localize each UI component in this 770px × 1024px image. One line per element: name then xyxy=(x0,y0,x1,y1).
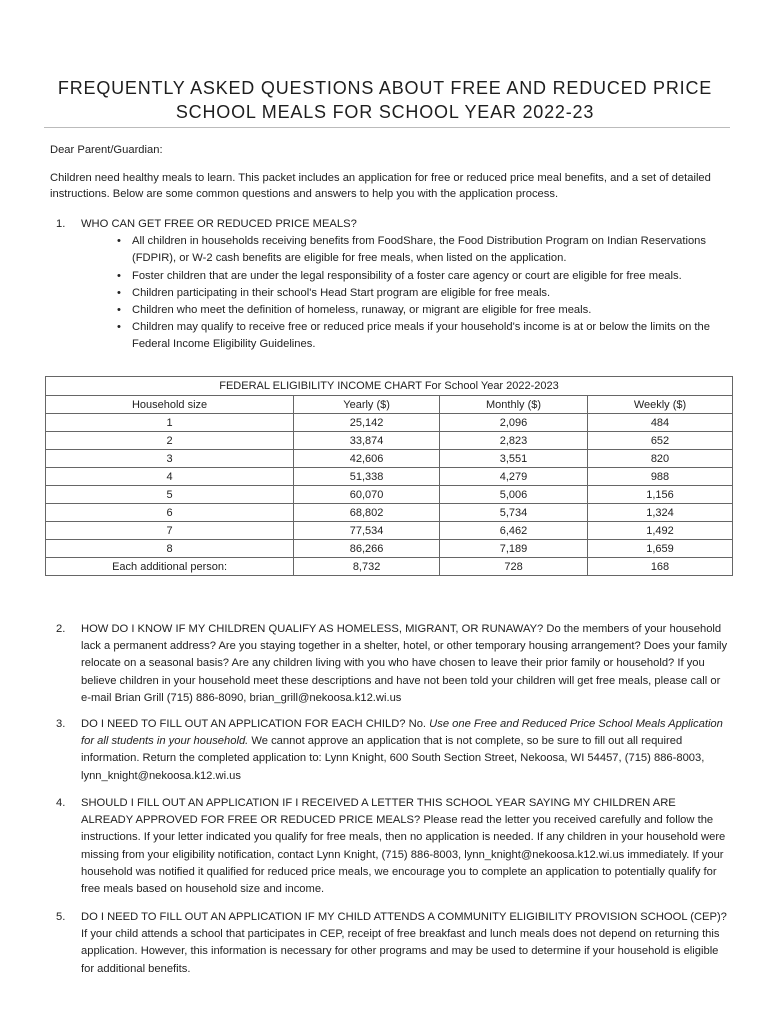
table-cell: 4 xyxy=(46,468,294,486)
question-rest: We cannot approve an application that is not complete, so be sure to fill out all required information. Return the completed application to: Lynn Knight, 600 South Section Street, Nekoosa, WI 54457, (715) 886-8003, lynn_knight@nekoosa.k12.wi.us xyxy=(81,735,705,782)
question-lead: DO I NEED TO FILL OUT AN APPLICATION FOR EACH CHILD? No. xyxy=(81,718,427,730)
table-cell: 5 xyxy=(46,486,294,504)
table-cell: 2,096 xyxy=(440,414,588,432)
table-row xyxy=(46,540,733,558)
question-number: 2. xyxy=(56,623,66,635)
table-cell: 1 xyxy=(46,414,294,432)
faq-question-5 xyxy=(50,909,730,978)
table-cell: 1,492 xyxy=(588,522,733,540)
question-number: 1. xyxy=(56,218,66,230)
list-item: • Foster children that are under the legal responsibility of a foster care agency or court are eligible for free meals. xyxy=(81,268,730,285)
table-cell: 1,324 xyxy=(588,504,733,522)
table-cell: 8,732 xyxy=(294,558,440,576)
table-cell: 820 xyxy=(588,450,733,468)
table-cell: 7,189 xyxy=(440,540,588,558)
bullet-icon: • xyxy=(117,286,121,299)
bullet-icon: • xyxy=(117,269,121,282)
question-number: 5. xyxy=(56,911,66,923)
intro-paragraph: Children need healthy meals to learn. This packet includes an application for free or reduced price meal benefits, and a set of detailed instructions. Below are some common questions and answers to help you with the application process. xyxy=(50,172,711,200)
question-number: 3. xyxy=(56,718,66,730)
table-cell: 2 xyxy=(46,432,294,450)
table-cell: 3,551 xyxy=(440,450,588,468)
table-row xyxy=(46,468,733,486)
table-header-row xyxy=(46,396,733,414)
table-cell: 68,802 xyxy=(294,504,440,522)
table-cell: 42,606 xyxy=(294,450,440,468)
eligibility-list xyxy=(81,233,730,353)
title-divider xyxy=(44,127,730,128)
table-cell: 5,006 xyxy=(440,486,588,504)
table-cell: 3 xyxy=(46,450,294,468)
table-cell: 77,534 xyxy=(294,522,440,540)
question-text: HOW DO I KNOW IF MY CHILDREN QUALIFY AS HOMELESS, MIGRANT, OR RUNAWAY? Do the members of your household lack a permanent address? Are you staying together in a shelter, hotel, or other temporary housing arrangement? Does your family relocate on a seasonal basis? Are any children living with you who have chosen to leave their prior family or household? If you believe children in your household meet these descriptions and have not been told your children will get free meals, please call or e-mail Brian Grill (715) 886-8090, brian_grill@nekoosa.k12.wi.us xyxy=(81,623,728,704)
table-cell: 33,874 xyxy=(294,432,440,450)
faq-question-2 xyxy=(50,621,730,707)
table-caption-row xyxy=(46,377,733,396)
table-cell: 1,659 xyxy=(588,540,733,558)
bullet-icon: • xyxy=(117,235,121,248)
table-cell: 5,734 xyxy=(440,504,588,522)
page-title-line-1: FREQUENTLY ASKED QUESTIONS ABOUT FREE AND REDUCED PRICE xyxy=(57,78,713,98)
table-row xyxy=(46,504,733,522)
table-cell: 168 xyxy=(588,558,733,576)
table-cell: 728 xyxy=(440,558,588,576)
list-item: • All children in households receiving benefits from FoodShare, the Food Distribution Program on Indian Reservations (FDPIR), or W-2 cash benefits are eligible for free meals, when listed on the application. xyxy=(117,235,706,265)
list-item: • Children who meet the definition of homeless, runaway, or migrant are eligible for free meals. xyxy=(81,302,730,319)
table-cell: 60,070 xyxy=(294,486,440,504)
table-cell: 2,823 xyxy=(440,432,588,450)
column-header: Monthly ($) xyxy=(440,396,588,414)
table-cell: 484 xyxy=(588,414,733,432)
list-item: • Children participating in their school's Head Start program are eligible for free meals. xyxy=(81,285,730,302)
table-cell: Each additional person: xyxy=(46,558,294,576)
table-cell: 1,156 xyxy=(588,486,733,504)
greeting: Dear Parent/Guardian: xyxy=(50,144,163,156)
column-header: Household size xyxy=(46,396,294,414)
page-title-line-2: SCHOOL MEALS FOR SCHOOL YEAR 2022-23 xyxy=(175,102,595,122)
table-cell: 652 xyxy=(588,432,733,450)
table-cell: 7 xyxy=(46,522,294,540)
table-cell: 988 xyxy=(588,468,733,486)
column-header: Yearly ($) xyxy=(294,396,440,414)
table-cell: 25,142 xyxy=(294,414,440,432)
table-cell: 6 xyxy=(46,504,294,522)
question-text: DO I NEED TO FILL OUT AN APPLICATION IF MY CHILD ATTENDS A COMMUNITY ELIGIBILITY PROVISION SCHOOL (CEP)? If your child attends a school that participates in CEP, receipt of free breakfast and lunch meals does not depend on returning this application. However, this information is necessary for other programs and may be used to determine if your household is eligible for additional benefits. xyxy=(81,911,727,975)
faq-question-1 xyxy=(50,216,730,354)
bullet-icon: • xyxy=(117,321,121,334)
question-emphasis: Use one Free and Reduced Price School Meals Application for all students in your household. xyxy=(81,718,723,748)
income-eligibility-table xyxy=(45,376,733,576)
list-item: • Children may qualify to receive free or reduced price meals if your household's income is at or below the limits on the Federal Income Eligibility Guidelines. xyxy=(117,321,710,351)
table-row xyxy=(46,522,733,540)
question-text xyxy=(81,716,730,785)
column-header: Weekly ($) xyxy=(588,396,733,414)
table-cell: 4,279 xyxy=(440,468,588,486)
faq-question-4 xyxy=(50,795,730,898)
question-heading: WHO CAN GET FREE OR REDUCED PRICE MEALS? xyxy=(81,218,357,230)
question-number: 4. xyxy=(56,797,66,809)
table-cell: 51,338 xyxy=(294,468,440,486)
table-row xyxy=(46,414,733,432)
table-row xyxy=(46,558,733,576)
table-row xyxy=(46,432,733,450)
table-cell: 86,266 xyxy=(294,540,440,558)
table-row xyxy=(46,486,733,504)
table-row xyxy=(46,450,733,468)
table-caption: FEDERAL ELIGIBILITY INCOME CHART For School Year 2022-2023 xyxy=(46,377,733,396)
table-cell: 6,462 xyxy=(440,522,588,540)
faq-question-3 xyxy=(50,716,730,785)
bullet-icon: • xyxy=(117,304,121,317)
table-cell: 8 xyxy=(46,540,294,558)
question-text: SHOULD I FILL OUT AN APPLICATION IF I RECEIVED A LETTER THIS SCHOOL YEAR SAYING MY CHILDREN ARE ALREADY APPROVED FOR FREE OR REDUCED PRICE MEALS? Please read the letter you received carefully and follow the instructions. If your letter indicated you qualify for free meals, then no application is needed. If any children in your household were missing from your eligibility notification, contact Lynn Knight, (715) 886-8003, lynn_knight@nekoosa.k12.wi.us immediately. If your household was notified it qualified for reduced price meals, we encourage you to complete an application to potentially qualify for free meals based on household size and income. xyxy=(81,797,726,896)
